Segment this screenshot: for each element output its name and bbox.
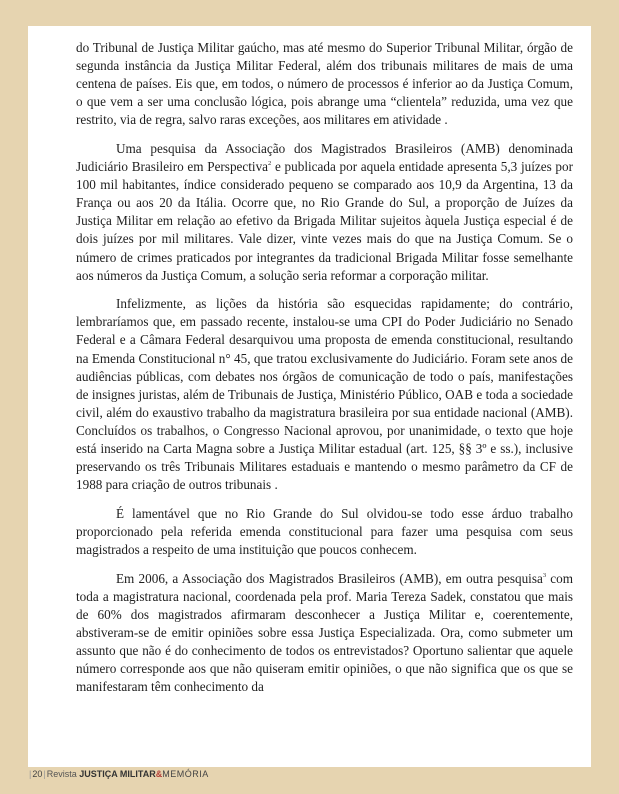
article-body [76,39,573,707]
page-sheet [28,26,591,767]
footnote-ref-3[interactable]: 3 [542,571,547,579]
paragraph-2-part-a: Uma pesquisa da Associação dos Magistrados Brasileiros (AMB) denominada Judiciário Brasileiro em Perspectiva [76,140,573,175]
paragraph-1: do Tribunal de Justiça Militar gaúcho, mas até mesmo do Superior Tribunal Militar, órgão de segunda instância da Justiça Militar Federal, além dos tribunais militares de mais de uma centena de países. Eis que, em todos, o número de processos é inferior ao da Justiça Comum, o que vem a ser uma conclusão lógica, pois abrange uma “clientela” reduzida, uma vez que restrito, via de regra, salvo raras exceções, aos militares em atividade . [76,40,573,128]
paragraph-3: Infelizmente, as lições da história são esquecidas rapidamente; do contrário, lembraríamos que, em passado recente, instalou-se uma CPI do Poder Judiciário no Senado Federal e a Câmara Federal desarquivou uma proposta de emenda constitucional, resultando na Emenda Constitucional n° 45, que tratou exclusivamente do Judiciário. Foram sete anos de audiências públicas, com debates nos órgãos de comunicação de todo o país, manifestações de insignes juristas, além de Tribunais de Justiça, Ministério Público, OAB e toda a sociedade civil, além do exaustivo trabalho da magistratura brasileira por sua entidade nacional (AMB). Concluídos os trabalhos, o Congresso Nacional aprovou, por unanimidade, o texto que hoje está inserido na Carta Magna sobre a Justiça Militar estadual (art. 125, §§ 3º e ss.), inclusive preservando os três Tribunais Militares estaduais e mantendo o mesmo parâmetro da CF de 1988 para criação de outros tribunais . [76,296,573,493]
paragraph-2-part-b: e publicada por aquela entidade apresenta 5,3 juízes por 100 mil habitantes, índice considerado pequeno se comparado aos 10,9 da Argentina, 13 da França ou aos 20 da Itália. Ocorre que, no Rio Grande do Sul, a proporção de Juízes da Justiça Militar em relação ao efetivo da Brigada Militar sujeitos àquela Justiça especial é de dois juízes por mil militares. Vale dizer, vinte vezes mais do que na Justiça Comum. Se o número de crimes praticados por integrantes da tradicional Brigada Militar fosse semelhante aos números da Justiça Comum, a solução seria reformar a corporação militar. [76,159,574,283]
paragraph-5-part-b: com toda a magistratura nacional, coordenada pela prof. Maria Tereza Sadek, constatou que mais de 60% dos magistrados afirmaram desconhecer a Justiça Militar e, coerentemente, abstiveram-se de emitir opiniões sobre essa Justiça Especializada. Ora, como submeter um assunto que não é do conhecimento de todos os entrevistados? Oportuno salientar que aquele número corresponde aos que não quiseram emitir opiniões, o que não significa que os que se manifestaram têm conhecimento da [76,570,573,695]
paragraph-4: É lamentável que no Rio Grande do Sul olvidou-se todo esse árduo trabalho proporcionado pela referida emenda constitucional para fazer uma pesquisa com seus magistrados a respeito de uma instituição que poucos conhecem. [76,505,573,557]
footer-separator-left: | [29,769,32,779]
footer-ampersand: & [155,769,163,779]
paragraph-2 [76,140,573,285]
footer-brand: JUSTIÇA MILITAR [79,769,156,779]
footnote-ref-2[interactable]: 2 [268,160,272,168]
footer-memoria: MEMÓRIA [162,769,209,779]
page-number: 20 [32,769,43,779]
page-footer [28,769,209,779]
footer-separator-right: | [43,769,46,779]
paragraph-5-part-a: Em 2006, a Associação dos Magistrados Brasileiros (AMB), em outra pesquisa [116,570,543,586]
footer-revista: Revista [46,769,77,779]
paragraph-5 [76,570,573,697]
